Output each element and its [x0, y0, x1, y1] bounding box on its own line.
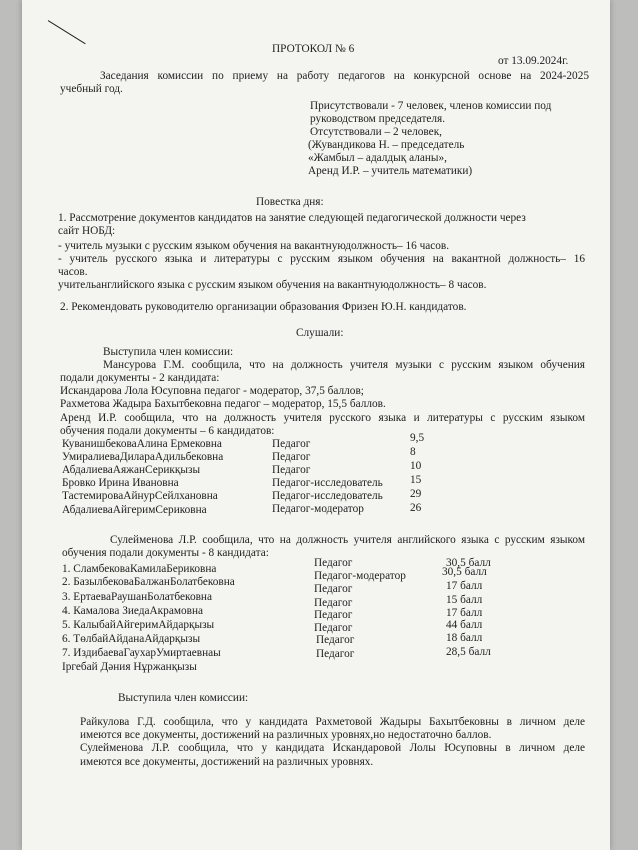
english-candidate-score: 17 балл — [446, 580, 483, 592]
russian-candidate-role: Педагог-модератор — [272, 503, 364, 515]
closing-line-1: Райкулова Г.Д. сообщила, что у кандидата Рахметовой Жадыры Бахытбековны в личном деле — [80, 716, 585, 728]
speaker-heading-1: Выступила член комиссии: — [103, 346, 234, 358]
pen-stroke-mark — [48, 20, 86, 44]
english-candidate-role: Педагог — [314, 622, 353, 634]
russian-intro-line-1: Аренд И.Р. сообщила, что на должность учителя русского языка и литературы с русским языком — [60, 412, 585, 424]
russian-candidate-name: ТастемироваАйнурСейлхановна — [62, 490, 218, 502]
russian-candidate-name: АбдалиеваАйгеримСериковна — [62, 504, 207, 516]
english-candidate-score: 30,5 балл — [442, 566, 487, 578]
closing-line-4: имеются все документы, достижений на различных уровнях. — [80, 756, 374, 768]
protocol-date: от 13.09.2024г. — [498, 55, 569, 67]
russian-candidate-role: Педагог — [272, 451, 311, 463]
russian-candidate-role: Педагог — [272, 464, 311, 476]
english-candidate-score: 30,5 балл — [446, 557, 491, 569]
english-candidate-name: 1. СламбековаКамилаБериковна — [62, 563, 217, 575]
english-candidate-score: 18 балл — [446, 632, 483, 644]
english-candidate-name: 5. КалыбайАйгеримАйдарқызы — [62, 619, 215, 631]
english-candidate-name: 2. БазылбековаБалжанБолатбековна — [62, 576, 235, 588]
english-intro-line-2: обучения подали документы - 8 кандидата: — [62, 547, 269, 559]
attendance-line-5: «Жамбыл – адалдық аланы», — [308, 152, 447, 164]
russian-candidate-score: 8 — [410, 446, 416, 458]
russian-candidate-name: АбдалиеваАяжанСерикқызы — [62, 464, 201, 476]
english-candidate-role: Педагог — [314, 583, 353, 595]
english-candidate-name: Іргебай Дәния Нұржанқызы — [62, 661, 197, 673]
english-candidate-score: 28,5 балл — [446, 646, 491, 658]
english-candidate-name: 3. ЕртаеваРаушанБолатбековна — [62, 591, 212, 603]
english-candidate-role: Педагог-модератор — [314, 570, 406, 582]
agenda-line-6: учительанглийского языка с русским языком обучения на вакантнуюдолжность– 8 часов. — [58, 279, 487, 291]
music-line-4: Рахметова Жадыра Бахытбековна педагог – модератор, 15,5 баллов. — [60, 398, 386, 410]
attendance-line-1: Присутствовали - 7 человек, членов комиссии под — [310, 100, 552, 112]
closing-line-2: имеются все документы, достижений на различных уровнях,но недостаточно баллов. — [80, 729, 492, 741]
english-candidate-role: Педагог — [316, 634, 355, 646]
russian-candidate-role: Педагог — [272, 438, 311, 450]
agenda-title: Повестка дня: — [256, 196, 324, 208]
russian-candidate-name: Бровко Ирина Ивановна — [62, 477, 179, 489]
agenda-line-3: - учитель музыки с русским языком обучения на вакантнуюдолжность– 16 часов. — [58, 240, 450, 252]
heard-title: Слушали: — [296, 327, 344, 339]
music-line-1: Мансурова Г.М. сообщила, что на должность учителя музыки с русским языком обучения — [103, 359, 585, 371]
agenda-line-7: 2. Рекомендовать руководителю организации образования Фризен Ю.Н. кандидатов. — [60, 301, 467, 313]
russian-candidate-score: 15 — [410, 474, 422, 486]
closing-line-3: Сулейменова Л.Р. сообщила, что у кандидата Искандаровой Лолы Юсуповны в личном деле — [80, 742, 585, 754]
russian-candidate-score: 29 — [410, 488, 422, 500]
attendance-line-2: руководством председателя. — [310, 113, 446, 125]
english-candidate-score: 17 балл — [446, 607, 483, 619]
english-intro-line-1: Сулейменова Л.Р. сообщила, что на должность учителя английского языка с русским языком — [110, 534, 585, 546]
english-candidate-role: Педагог — [314, 597, 353, 609]
intro-line-2: учебный год. — [60, 83, 123, 95]
russian-intro-line-2: обучения подали документы – 6 кандидатов: — [60, 425, 275, 437]
attendance-line-4: (Жувандикова Н. – председатель — [308, 139, 465, 151]
english-candidate-name: 4. Камалова ЗиедаАкрамовна — [62, 605, 204, 617]
russian-candidate-name: КуванишбековаАлина Ермековна — [62, 438, 222, 450]
english-candidate-name: 6. ТөлбайАйданаАйдарқызы — [62, 633, 201, 645]
russian-candidate-score: 26 — [410, 502, 422, 514]
agenda-line-2: сайт НОБД: — [58, 225, 116, 237]
english-candidate-score: 15 балл — [446, 594, 483, 606]
attendance-line-3: Отсутствовали – 2 человек, — [310, 126, 443, 138]
speaker-heading-2: Выступила член комиссии: — [118, 692, 249, 704]
russian-candidate-role: Педагог-исследователь — [272, 477, 383, 489]
intro-line-1: Заседания комиссии по приему на работу педагогов на конкурсной основе на 2024-2025 — [100, 70, 589, 82]
attendance-line-6: Аренд И.Р. – учитель математики) — [308, 165, 473, 177]
english-candidate-role: Педагог — [314, 557, 353, 569]
english-candidate-role: Педагог — [316, 648, 355, 660]
music-line-3: Искандарова Лола Юсуповна педагог - модератор, 37,5 баллов; — [60, 385, 364, 397]
agenda-line-5: часов. — [58, 266, 88, 278]
english-candidate-role: Педагог — [314, 609, 353, 621]
russian-candidate-role: Педагог-исследователь — [272, 490, 383, 502]
music-line-2: подали документы - 2 кандидата: — [60, 372, 220, 384]
agenda-line-4: - учитель русского языка и литературы с русским языком обучения на вакантной должность– 16 — [58, 253, 585, 265]
protocol-title: ПРОТОКОЛ № 6 — [272, 43, 355, 55]
english-candidate-score: 44 балл — [446, 619, 483, 631]
russian-candidate-score: 9,5 — [410, 432, 425, 444]
english-candidate-name: 7. ИздибаеваГаухарУмиртаевнаы — [62, 647, 221, 659]
russian-candidate-name: УмиралиеваДилараАдильбековна — [62, 451, 224, 463]
agenda-line-1: 1. Рассмотрение документов кандидатов на занятие следующей педагогической должности через — [58, 212, 526, 224]
russian-candidate-score: 10 — [410, 460, 422, 472]
